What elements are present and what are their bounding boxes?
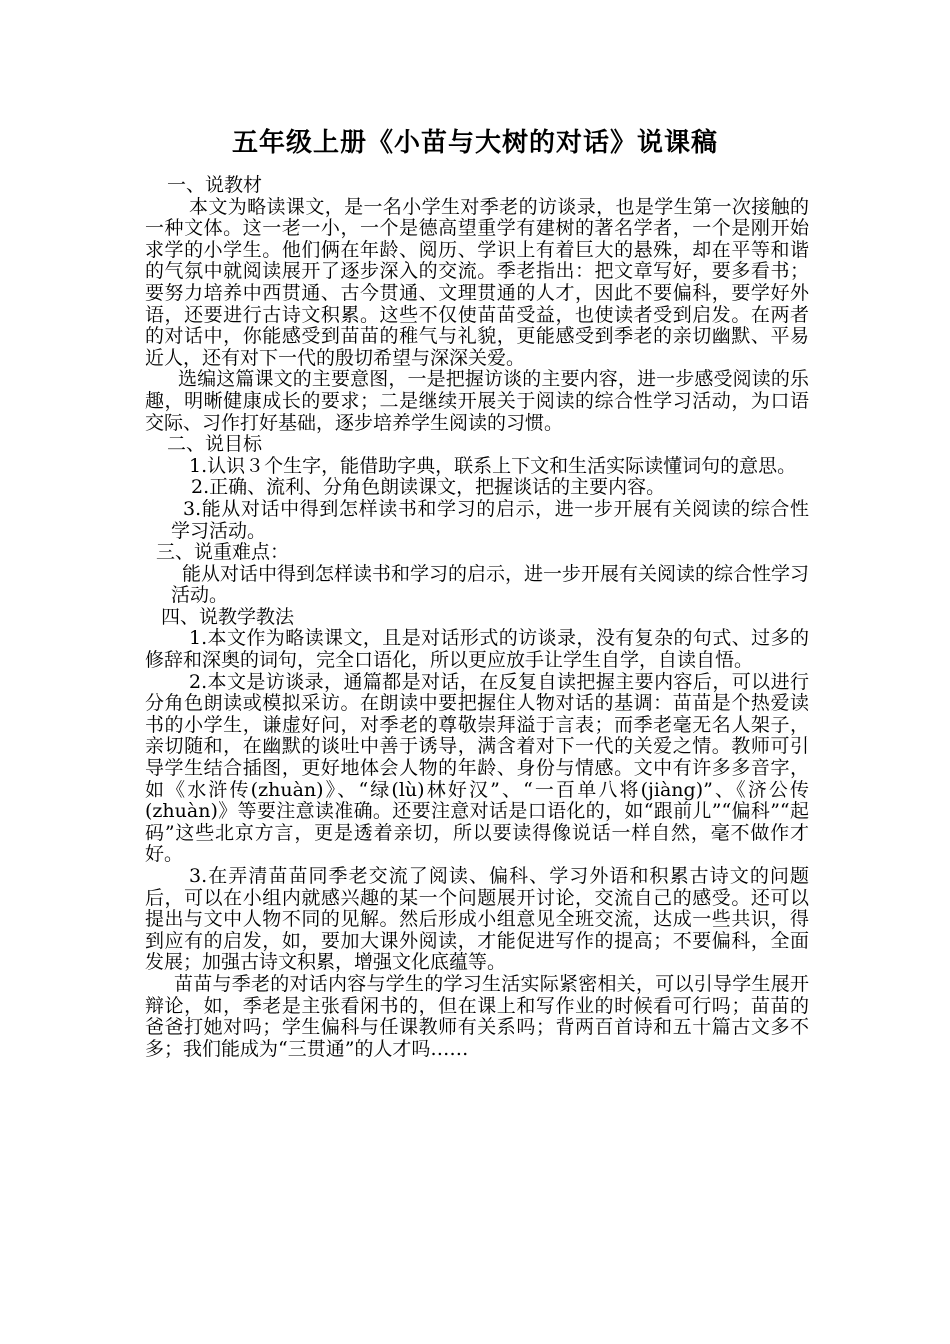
- paragraph: 能从对话中得到怎样读书和学习的启示，进一步开展有关阅读的综合性学习活动。: [171, 562, 810, 607]
- goal-item: 2.正确、流利、分角色朗读课文，把握谈话的主要内容。: [191, 476, 666, 499]
- method-item: 2.本文是访谈录，通篇都是对话，在反复自读把握主要内容后，可以进行分角色朗读或模拟采访。在朗读中要把握住人物对话的基调：苗苗是个热爱读书的小学生，谦虚好问，对季老的尊敬崇拜溢于言表；而季老毫无名人架子，亲切随和，在幽默的谈吐中善于诱导，满含着对下一代的关爱之情。教师可引导学生结合插图，更好地体会人物的年龄、身份与情感。文中有许多多音字，如《水浒传(zhuàn)》、“绿(lù)林好汉”、“一百单八将(jiàng)”、《济公传(zhuàn)》等要注意读准确。还要注意对话是口语化的，如“跟前儿”“偏科”“起码”这些北京方言，更是透着亲切，所以要读得像说话一样自然，毫不做作才好。: [145, 670, 809, 866]
- section-heading: 二、说目标: [167, 433, 263, 456]
- document-body: [145, 175, 809, 1060]
- method-item: 1.本文作为略读课文，且是对话形式的访谈录，没有复杂的句式、过多的修辞和深奥的词句，完全口语化，所以更应放手让学生自学，自读自悟。: [145, 627, 809, 672]
- page-title: 五年级上册《小苗与大树的对话》说课稿: [231, 128, 718, 158]
- paragraph: 苗苗与季老的对话内容与学生的学习生活实际紧密相关，可以引导学生展开辩论，如，季老是主张看闲书的，但在课上和写作业的时候看可行吗；苗苗的爸爸打她对吗；学生偏科与任课教师有关系吗；背两百首诗和五十篇古文多不多；我们能成为“三贯通”的人才吗……: [145, 972, 809, 1060]
- goal-item: 1.认识３个生字，能借助字典，联系上下文和生活实际读懂词句的意思。: [189, 454, 797, 477]
- section-heading: 一、说教材: [167, 174, 263, 196]
- method-item: 3.在弄清苗苗同季老交流了阅读、偏科、学习外语和积累古诗文的问题后，可以在小组内就感兴趣的某一个问题展开讨论，交流自己的感受。还可以提出与文中人物不同的见解。然后形成小组意见全班交流，达成一些共识，得到应有的启发，如，要加大课外阅读，才能促进写作的提高；不要偏科，全面发展；加强古诗文积累，增强文化底蕴等。: [145, 865, 809, 974]
- section-heading: 三、说重难点：: [156, 541, 290, 564]
- section-heading: 四、说教学教法: [161, 605, 295, 628]
- goal-item: 3.能从对话中得到怎样读书和学习的启示，进一步开展有关阅读的综合性学习活动。: [171, 497, 809, 542]
- paragraph: 本文为略读课文，是一名小学生对季老的访谈录，也是学生第一次接触的一种文体。这一老一小，一个是德高望重学有建树的著名学者，一个是刚开始求学的小学生。他们俩在年龄、阅历、学识上有着巨大的悬殊，却在平等和谐的气氛中就阅读展开了逐步深入的交流。季老指出：把文章写好，要多看书；要努力培养中西贯通、古今贯通、文理贯通的人才，因此不要偏科，要学好外语，还要进行古诗文积累。这些不仅使苗苗受益，也使读者受到启发。在两者的对话中，你能感受到苗苗的稚气与礼貌，更能感受到季老的亲切幽默、平易近人，还有对下一代的殷切希望与深深关爱。: [145, 195, 809, 369]
- paragraph: 选编这篇课文的主要意图，一是把握访谈的主要内容，进一步感受阅读的乐趣，明晰健康成长的要求；二是继续开展关于阅读的综合性学习活动，为口语交际、习作打好基础，逐步培养学生阅读的习惯。: [145, 368, 809, 434]
